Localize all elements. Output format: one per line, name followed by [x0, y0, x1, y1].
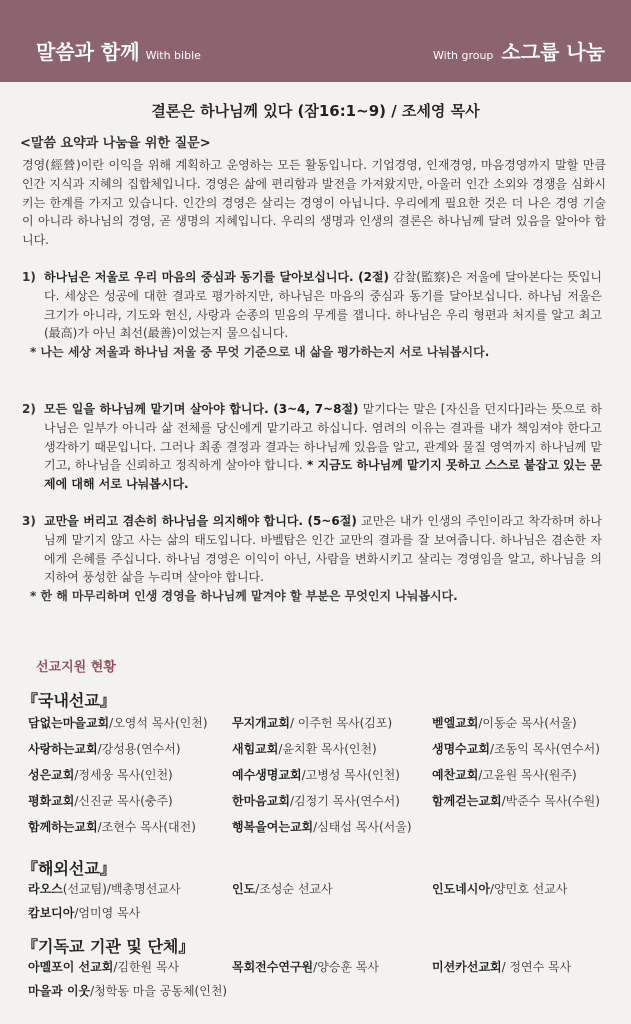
mission-entry: 아멜포이 선교회/김한원 목사	[28, 960, 180, 974]
summary-subheading: <말씀 요약과 나눔을 위한 질문>	[20, 136, 211, 151]
mission-entry: 미션카선교회/ 정연수 목사	[432, 960, 572, 974]
mission-entry: 성은교회/정세웅 목사(인천)	[28, 768, 173, 782]
intro-paragraph: 경영(經營)이란 이익을 위해 계획하고 운영하는 모든 활동입니다. 기업경영, 인재경영, 마음경영까지 말할 만큼 인간 지식과 지혜의 집합체입니다. 경영은 삶에 편리함과 발전을 가져왔지만, 아울러 인간 소외와 경쟁을 심화시키는 한계를 가지고 있습니다. 인간의 경영은 살리는 경영이 아닙니다. 우리에게 필요한 것은 더 나은 경영 기술이 아니라 하나님의 경영, 곧 생명의 지혜입니다. 우리의 생명과 인생의 결론은 하나님께 달려 있음을 알아야 합니다.	[22, 158, 606, 248]
sermon-title: 결론은 하나님께 있다 (잠16:1~9) / 조세영 목사	[151, 102, 480, 120]
mission-entry: 행복을여는교회/심태섭 목사(서울)	[232, 820, 412, 834]
discussion-point-1: 1) 하나님은 저울로 우리 마음의 중심과 동기를 달아보십니다. (2절) 감찰(監察)은 저울에 달아본다는 뜻입니다. 세상은 성공에 대한 결과로 평가하지만, 하나님은 마음의 중심과 동기를 달아보십니다. 하나님 저울은 크기가 아니라, 기도와 헌신, 사랑과 순종의 믿음의 무게를 잽니다. 하나님은 우리 형편과 처지를 알고 최고(最高)가 아닌 최선(最善)이었는지 물으십니다. * 나는 세상 저울과 하나님 저울 중 무엇 기준으로 내 삶을 평가하는지 서로 나눠봅시다.	[22, 270, 602, 360]
mission-entry: 함께하는교회/조현수 목사(대전)	[28, 820, 196, 834]
mission-entry: 벧엘교회/이동순 목사(서울)	[432, 716, 577, 730]
mission-entry: 함께걷는교회/박준수 목사(수원)	[432, 794, 600, 808]
christian-orgs-heading: 『기독교 기관 및 단체』	[22, 937, 195, 956]
overseas-missions-heading: 『해외선교』	[22, 859, 116, 878]
mission-entry: 마을과 이웃/청학동 마을 공동체(인천)	[28, 984, 228, 998]
mission-entry: 한마음교회/김정기 목사(연수서)	[232, 794, 400, 808]
mission-entry: 무지개교회/ 이주헌 목사(김포)	[232, 716, 393, 730]
mission-entry: 예찬교회/고윤원 목사(원주)	[432, 768, 577, 782]
mission-entry: 담없는마을교회/오영석 목사(인천)	[28, 716, 208, 730]
discussion-point-2: 2) 모든 일을 하나님께 맡기며 살아야 합니다. (3~4, 7~8절) 맡기다는 말은 [자신을 던지다]라는 뜻으로 하나님은 일부가 아니라 삶 전체를 당신에게 맡기라고 하십니다. 염려의 이유는 결과를 내가 책임져야 한다고 생각하기 때문입니다. 그러나 최종 결정과 결과는 하나님께 있음을 알고, 관계와 물질 영역까지 하나님께 맡기고, 하나님을 신뢰하고 정직하게 살아야 합니다. * 지금도 하나님께 맡기지 못하고 스스로 붙잡고 있는 문제에 대해 서로 나눠봅시다.	[22, 402, 603, 492]
mission-entry: 사랑하는교회/강성용(연수서)	[28, 742, 181, 756]
mission-entry: 목회전수연구원/양승훈 목사	[232, 960, 379, 974]
discussion-point-3: 3) 교만을 버리고 겸손히 하나님을 의지해야 합니다. (5~6절) 교만은 내가 인생의 주인이라고 착각하며 하나님께 맡기지 않고 사는 삶의 태도입니다. 바벨탑은 인간 교만의 결과를 잘 보여줍니다. 하나님은 겸손한 자에게 은혜를 주십니다. 하나님 경영은 이익이 아닌, 사람을 변화시키고 살리는 경영임을 알고, 하나님을 의지하여 풍성한 삶을 누리며 살아야 합니다. * 한 해 마무리하며 인생 경영을 하나님께 맡겨야 할 부분은 무엇인지 나눠봅시다.	[22, 514, 602, 604]
domestic-missions-heading: 『국내선교』	[22, 691, 116, 710]
mission-entry: 인도네시아/양민호 선교사	[432, 882, 568, 896]
header-left-title: 말씀과 함께 With bible	[36, 40, 201, 64]
page-header	[0, 0, 631, 82]
mission-entry: 라오스(선교팀)/백총명선교사	[28, 882, 181, 896]
mission-entry: 인도/조성순 선교사	[232, 882, 333, 896]
mission-entry: 생명수교회/조동익 목사(연수서)	[432, 742, 600, 756]
mission-support-title: 선교지원 현황	[36, 660, 116, 675]
mission-entry: 새힘교회/윤치환 목사(인천)	[232, 742, 377, 756]
mission-entry: 캄보디아/엄미영 목사	[28, 906, 141, 920]
mission-entry: 평화교회/신진균 목사(충주)	[28, 794, 173, 808]
mission-entry: 예수생명교회/고병성 목사(인천)	[232, 768, 400, 782]
header-right-title: With group 소그룹 나눔	[433, 40, 605, 64]
